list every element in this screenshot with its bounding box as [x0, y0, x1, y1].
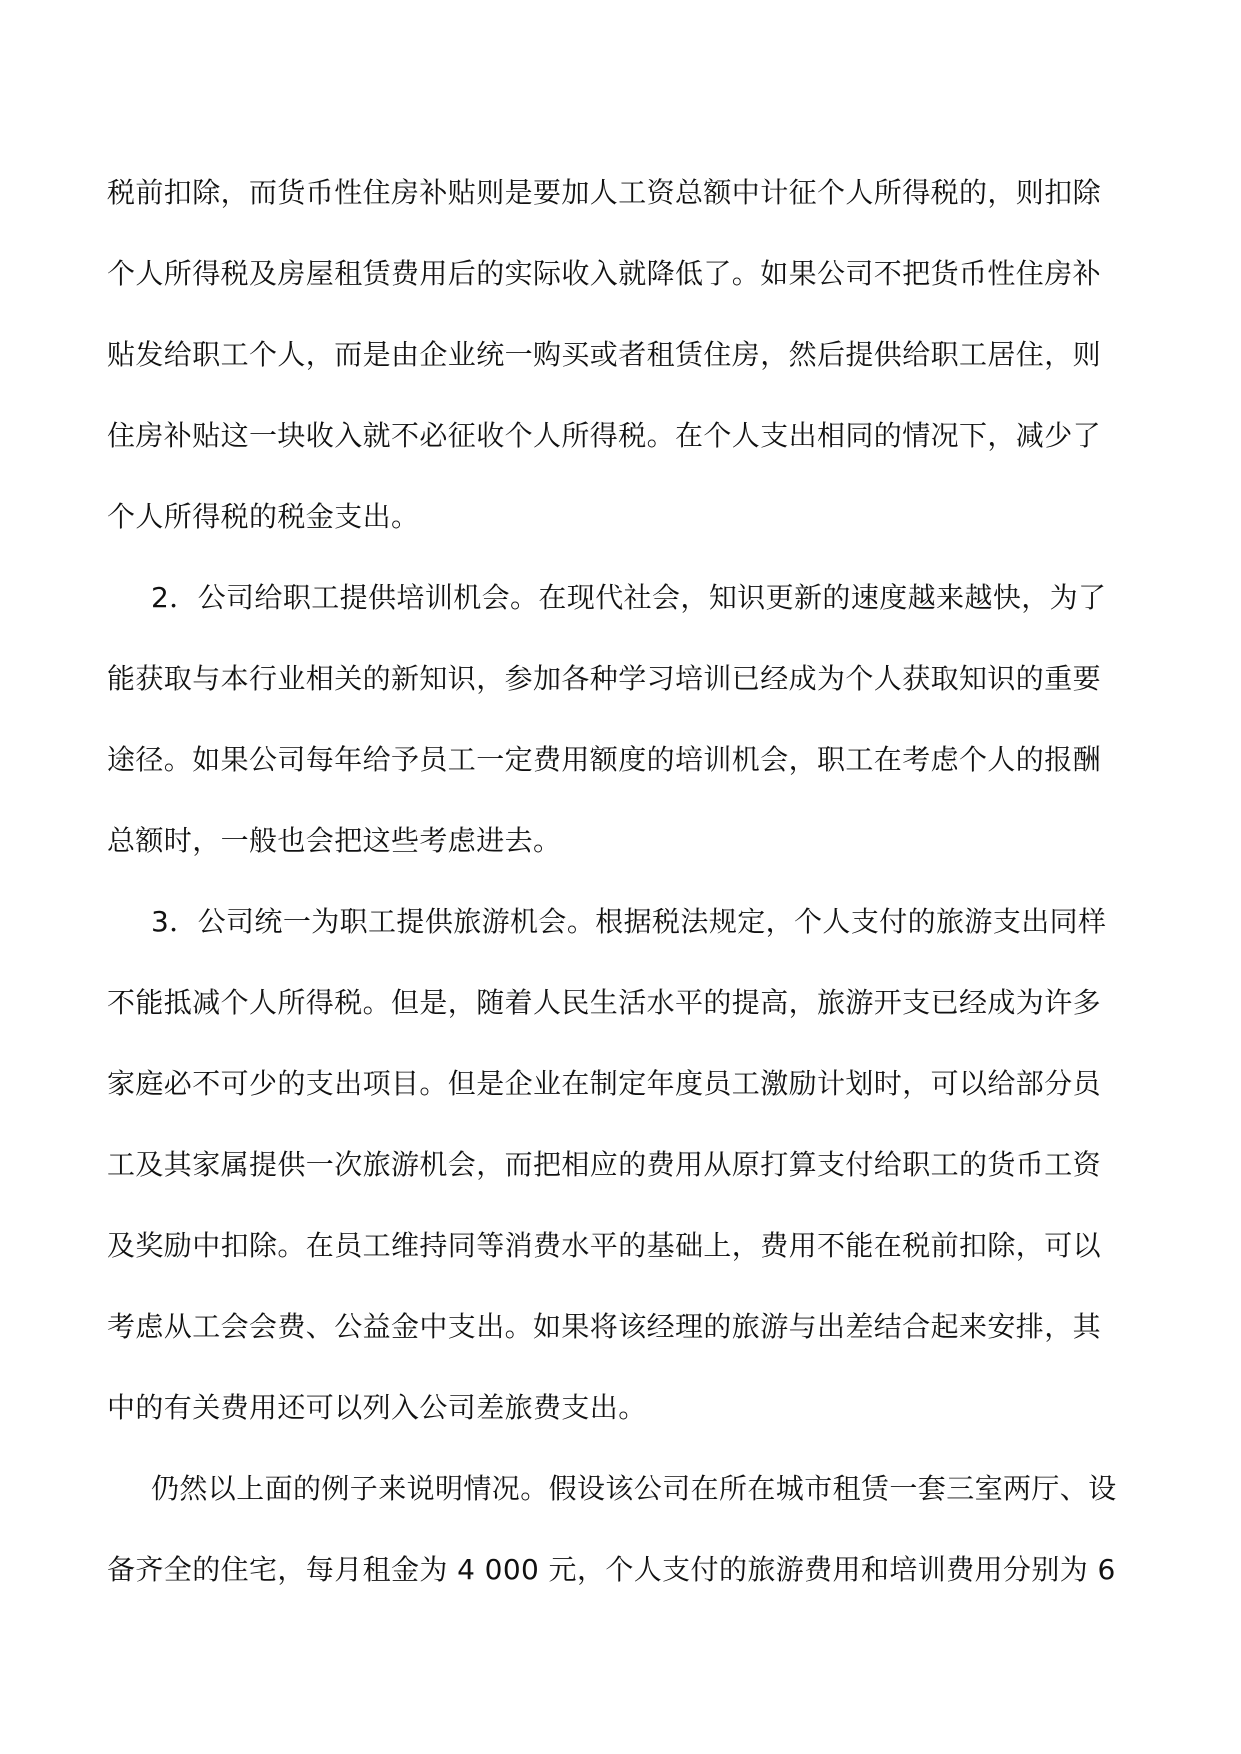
- text-line: 贴发给职工个人，而是由企业统一购买或者租赁住房，然后提供给职工居住，则: [107, 338, 1102, 371]
- text-line: 能获取与本行业相关的新知识，参加各种学习培训已经成为个人获取知识的重要: [107, 662, 1102, 695]
- body-text: [107, 152, 1137, 1610]
- text-line: 家庭必不可少的支出项目。但是企业在制定年度员工激励计划时，可以给部分员: [107, 1067, 1102, 1100]
- text-line: 备齐全的住宅，每月租金为 4 000 元，个人支付的旅游费用和培训费用分别为 6: [107, 1553, 1116, 1586]
- paragraph-start-line: 仍然以上面的例子来说明情况。假设该公司在所在城市租赁一套三室两厅、设: [151, 1472, 1117, 1505]
- text-line: 途径。如果公司每年给予员工一定费用额度的培训机会，职工在考虑个人的报酬: [107, 743, 1102, 776]
- text-line: 个人所得税的税金支出。: [107, 500, 420, 533]
- text-line: 不能抵减个人所得税。但是，随着人民生活水平的提高，旅游开支已经成为许多: [107, 986, 1102, 1019]
- text-line: 考虑从工会会费、公益金中支出。如果将该经理的旅游与出差结合起来安排，其: [107, 1310, 1102, 1343]
- text-line: 住房补贴这一块收入就不必征收个人所得税。在个人支出相同的情况下，减少了: [107, 419, 1102, 452]
- text-line: 中的有关费用还可以列入公司差旅费支出。: [107, 1391, 647, 1424]
- paragraph-start-line: 3．公司统一为职工提供旅游机会。根据税法规定，个人支付的旅游支出同样: [151, 905, 1107, 938]
- text-line: 税前扣除，而货币性住房补贴则是要加人工资总额中计征个人所得税的，则扣除: [107, 176, 1102, 209]
- paragraph-start-line: 2．公司给职工提供培训机会。在现代社会，知识更新的速度越来越快，为了: [151, 581, 1107, 614]
- text-line: 个人所得税及房屋租赁费用后的实际收入就降低了。如果公司不把货币性住房补: [107, 257, 1102, 290]
- text-line: 工及其家属提供一次旅游机会，而把相应的费用从原打算支付给职工的货币工资: [107, 1148, 1102, 1181]
- text-line: 总额时，一般也会把这些考虑进去。: [107, 824, 562, 857]
- text-line: 及奖励中扣除。在员工维持同等消费水平的基础上，费用不能在税前扣除，可以: [107, 1229, 1102, 1262]
